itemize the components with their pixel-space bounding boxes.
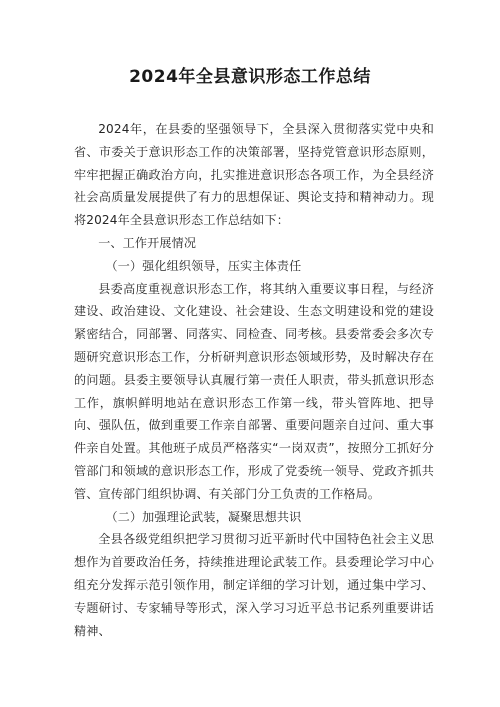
theory-paragraph: 全县各级党组织把学习贯彻习近平新时代中国特色社会主义思想作为首要政治任务，持续推进理论武装工作。县委理论学习中心组充分发挥示范引领作用，制定详细的学习计划，通过集中学习、专题研讨、专家辅导等形式，深入学习习近平总书记系列重要讲话精神、	[74, 532, 434, 638]
subsection-heading-theory: （二）加强理论武装，凝聚思想共识	[105, 509, 302, 524]
document-body	[74, 118, 434, 642]
leadership-paragraph: 县委高度重视意识形态工作，将其纳入重要议事日程，与经济建设、政治建设、文化建设、社会建设、生态文明建设和党的建设紧密结合，同部署、同落实、同检查、同考核。县委常委会多次专题研究意识形态工作，分析研判意识形态领域形势，及时解决存在的问题。县委主要领导认真履行第一责任人职责，带头抓意识形态工作，旗帜鲜明地站在意识形态工作第一线，带头管阵地、把导向、强队伍，做到重要工作亲自部署、重要问题亲自过问、重大事件亲自处置。其他班子成员严格落实“一岗双责”，按照分工抓好分管部门和领域的意识形态工作，形成了党委统一领导、党政齐抓共管、宣传部门组织协调、有关部门分工负责的工作格局。	[74, 281, 434, 501]
subsection-heading-leadership: （一）强化组织领导，压实主体责任	[105, 258, 302, 273]
intro-paragraph: 2024年，在县委的坚强领导下，全县深入贯彻落实党中央和省、市委关于意识形态工作的决策部署，坚持党管意识形态原则，牢牢把握正确政治方向，扎实推进意识形态各项工作，为全县经济社会高质量发展提供了有力的思想保证、舆论支持和精神动力。现将2024年全县意识形态工作总结如下：	[74, 122, 434, 228]
document-title: 2024年全县意识形态工作总结	[129, 67, 371, 87]
section-heading-work-status: 一、工作开展情况	[98, 235, 197, 250]
